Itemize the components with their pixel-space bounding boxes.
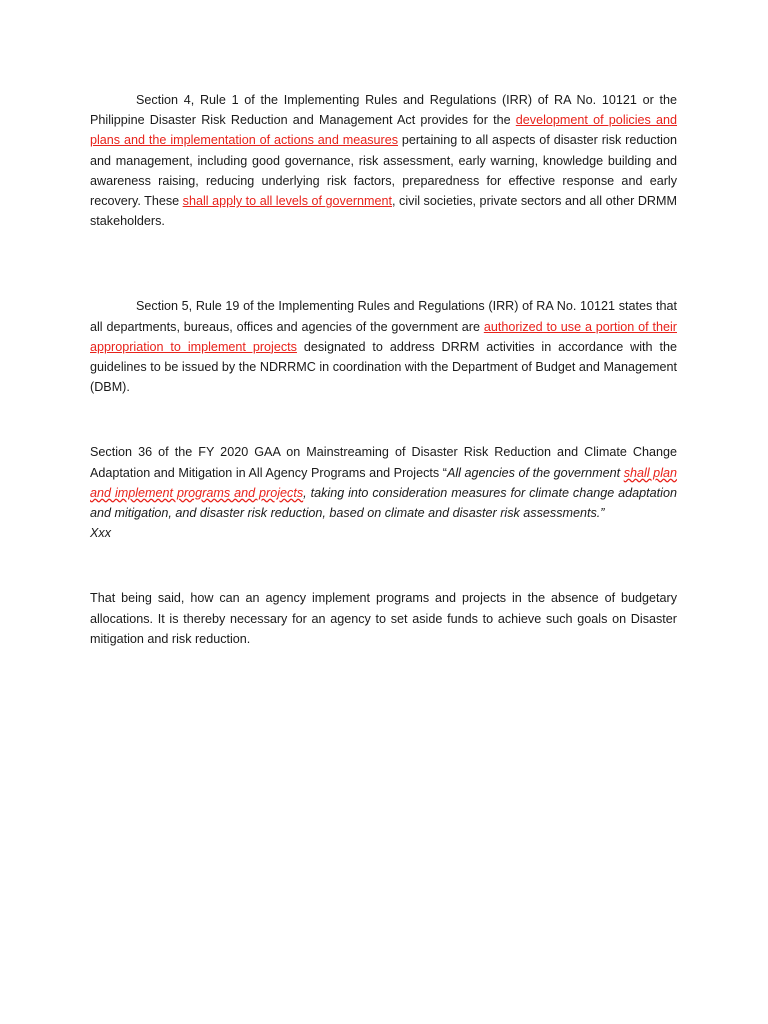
highlighted-text: authorized to use a portion of their appropriation to implement projects bbox=[90, 319, 677, 354]
paragraph-text: Section 5, Rule 19 of the Implementing Rules and Regulations (IRR) of RA No. 10121 states that all departments, bureaus, offices and agencies of the government are bbox=[90, 299, 677, 334]
paragraph-section-36 bbox=[90, 442, 677, 543]
highlighted-text: development of policies and plans and the implementation of actions and measures bbox=[90, 113, 678, 148]
paragraph-text: That being said, how can an agency implement programs and projects in the absence of budgetary allocations. It is thereby necessary for an agency to set aside funds to achieve such goals on Disaster mitigation and risk reduction. bbox=[90, 591, 677, 646]
paragraph-text: designated to address DRRM activities in accordance with the guidelines to be issued by the NDRRMC in coordination with the Department of Budget and Management (DBM). bbox=[90, 339, 677, 395]
paragraph-text: Section 36 of the FY 2020 GAA on Mainstreaming of Disaster Risk Reduction and Climate Change Adaptation and Mitigation in All Agency Programs and Projects “ bbox=[90, 445, 677, 480]
quoted-text: taking into consideration measures for climate change adaptation and mitigation, and disaster risk reduction, based on climate and disaster risk assessments. bbox=[90, 485, 677, 521]
paragraph-text: pertaining to all aspects of disaster risk reduction and management, including good governance, risk assessment, early warning, knowledge building and awareness raising, reducing underlying risk factors, preparedness for effective response and early recovery. These bbox=[90, 133, 677, 209]
highlighted-quoted-text: shall plan and implement programs and projects bbox=[90, 465, 677, 500]
paragraph-section-5 bbox=[90, 296, 677, 397]
paragraph-text: , civil societies, private sectors and all other DRMM stakeholders. bbox=[90, 194, 677, 229]
quoted-text: All agencies of the government bbox=[446, 465, 624, 480]
closing-quote: ” bbox=[600, 506, 605, 521]
paragraph-text: Section 4, Rule 1 of the Implementing Rules and Regulations (IRR) of RA No. 10121 or the Philippine Disaster Risk Reduction and Management Act provides for the bbox=[90, 93, 677, 128]
comma: , bbox=[303, 485, 307, 500]
paragraph-section-4 bbox=[90, 90, 677, 231]
xxx-text: Xxx bbox=[90, 526, 111, 541]
highlighted-text: shall apply to all levels of government bbox=[182, 194, 393, 209]
document-page bbox=[90, 90, 677, 649]
paragraph-conclusion bbox=[90, 588, 677, 649]
